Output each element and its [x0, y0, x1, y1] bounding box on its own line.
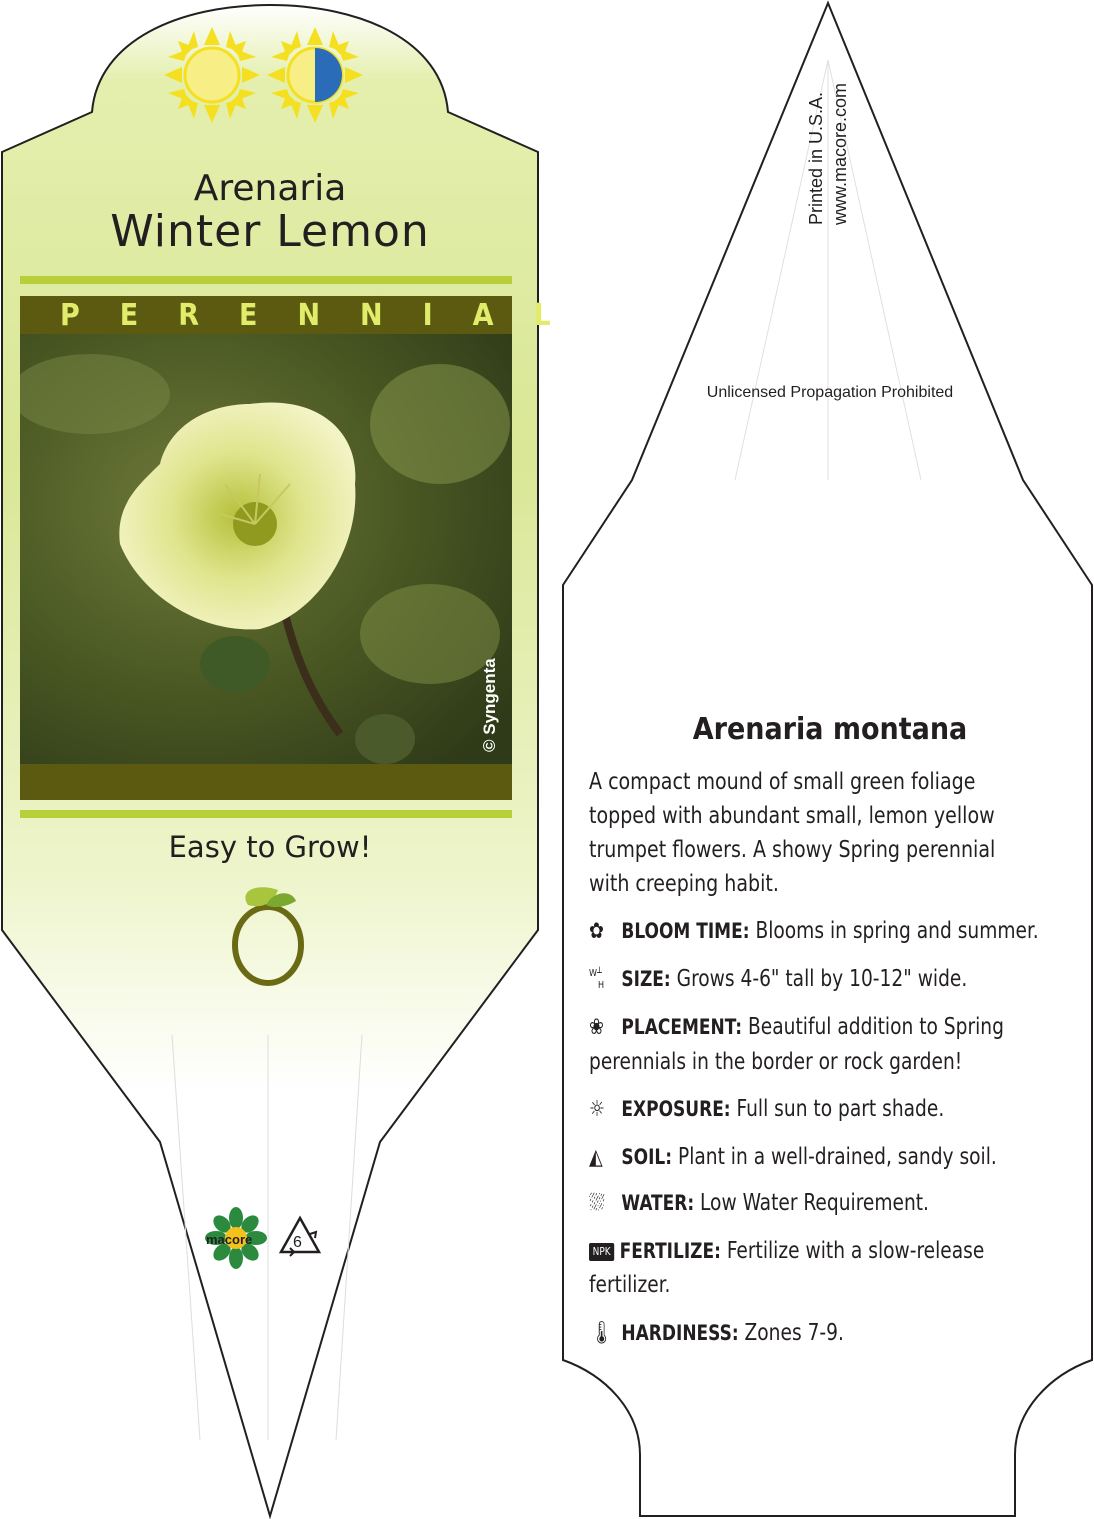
stripe-top	[20, 276, 512, 284]
attribute-hardiness: 🌡 HARDINESS: Zones 7-9.	[589, 1316, 1039, 1351]
full-sun-icon	[164, 27, 260, 123]
soil-icon: ◭	[589, 1144, 603, 1170]
genus-name: Arenaria	[193, 168, 347, 209]
placement-icon: ❀	[589, 1014, 604, 1040]
attribute-exposure: ☼ EXPOSURE: Full sun to part shade.	[589, 1092, 1039, 1127]
website-text: www.macore.com	[830, 82, 850, 225]
plant-photo	[20, 334, 512, 764]
attribute-fertilize: NPK FERTILIZE: Fertilize with a slow-release fertilizer.	[589, 1238, 985, 1298]
photo-bottom-bar	[20, 764, 512, 800]
thermometer-icon: 🌡	[589, 1320, 615, 1346]
stripe-bottom	[20, 810, 512, 818]
attribute-size: W┴ H SIZE: Grows 4-6" tall by 10-12" wide.	[589, 966, 968, 992]
variety-name: Winter Lemon	[110, 206, 430, 257]
attribute-soil: ◭ SOIL: Plant in a well-drained, sandy soil.	[589, 1140, 1039, 1175]
photo-credit: © Syngenta	[480, 658, 499, 752]
attribute-bloom-time: ✿ BLOOM TIME: Blooms in spring and summer.	[589, 914, 1039, 949]
npk-icon: NPK	[589, 1243, 614, 1261]
part-sun-icon	[267, 27, 363, 123]
brand-name: macore	[206, 1232, 253, 1247]
plant-description: A compact mound of small green foliage topped with abundant small, lemon yellow trumpet flowers. A showy Spring perennial with creeping habit.	[589, 769, 996, 897]
category-label: PERENNIAL	[60, 298, 591, 333]
tagline: Easy to Grow!	[168, 830, 372, 864]
flower-icon: ✿	[589, 918, 604, 944]
botanical-name: Arenaria montana	[692, 712, 968, 747]
size-icon: W┴ H	[589, 967, 605, 991]
printed-in-text: Printed in U.S.A.	[806, 91, 826, 225]
watering-can-icon: ⛆	[589, 1190, 605, 1216]
recycle-code: 6	[293, 1234, 302, 1251]
propagation-notice: Unlicensed Propagation Prohibited	[706, 384, 954, 401]
attribute-water: ⛆ WATER: Low Water Requirement.	[589, 1186, 1039, 1221]
attribute-placement: ❀ PLACEMENT: Beautiful addition to Spring perennials in the border or rock garden!	[589, 1010, 1012, 1079]
sun-icon: ☼	[589, 1096, 605, 1122]
